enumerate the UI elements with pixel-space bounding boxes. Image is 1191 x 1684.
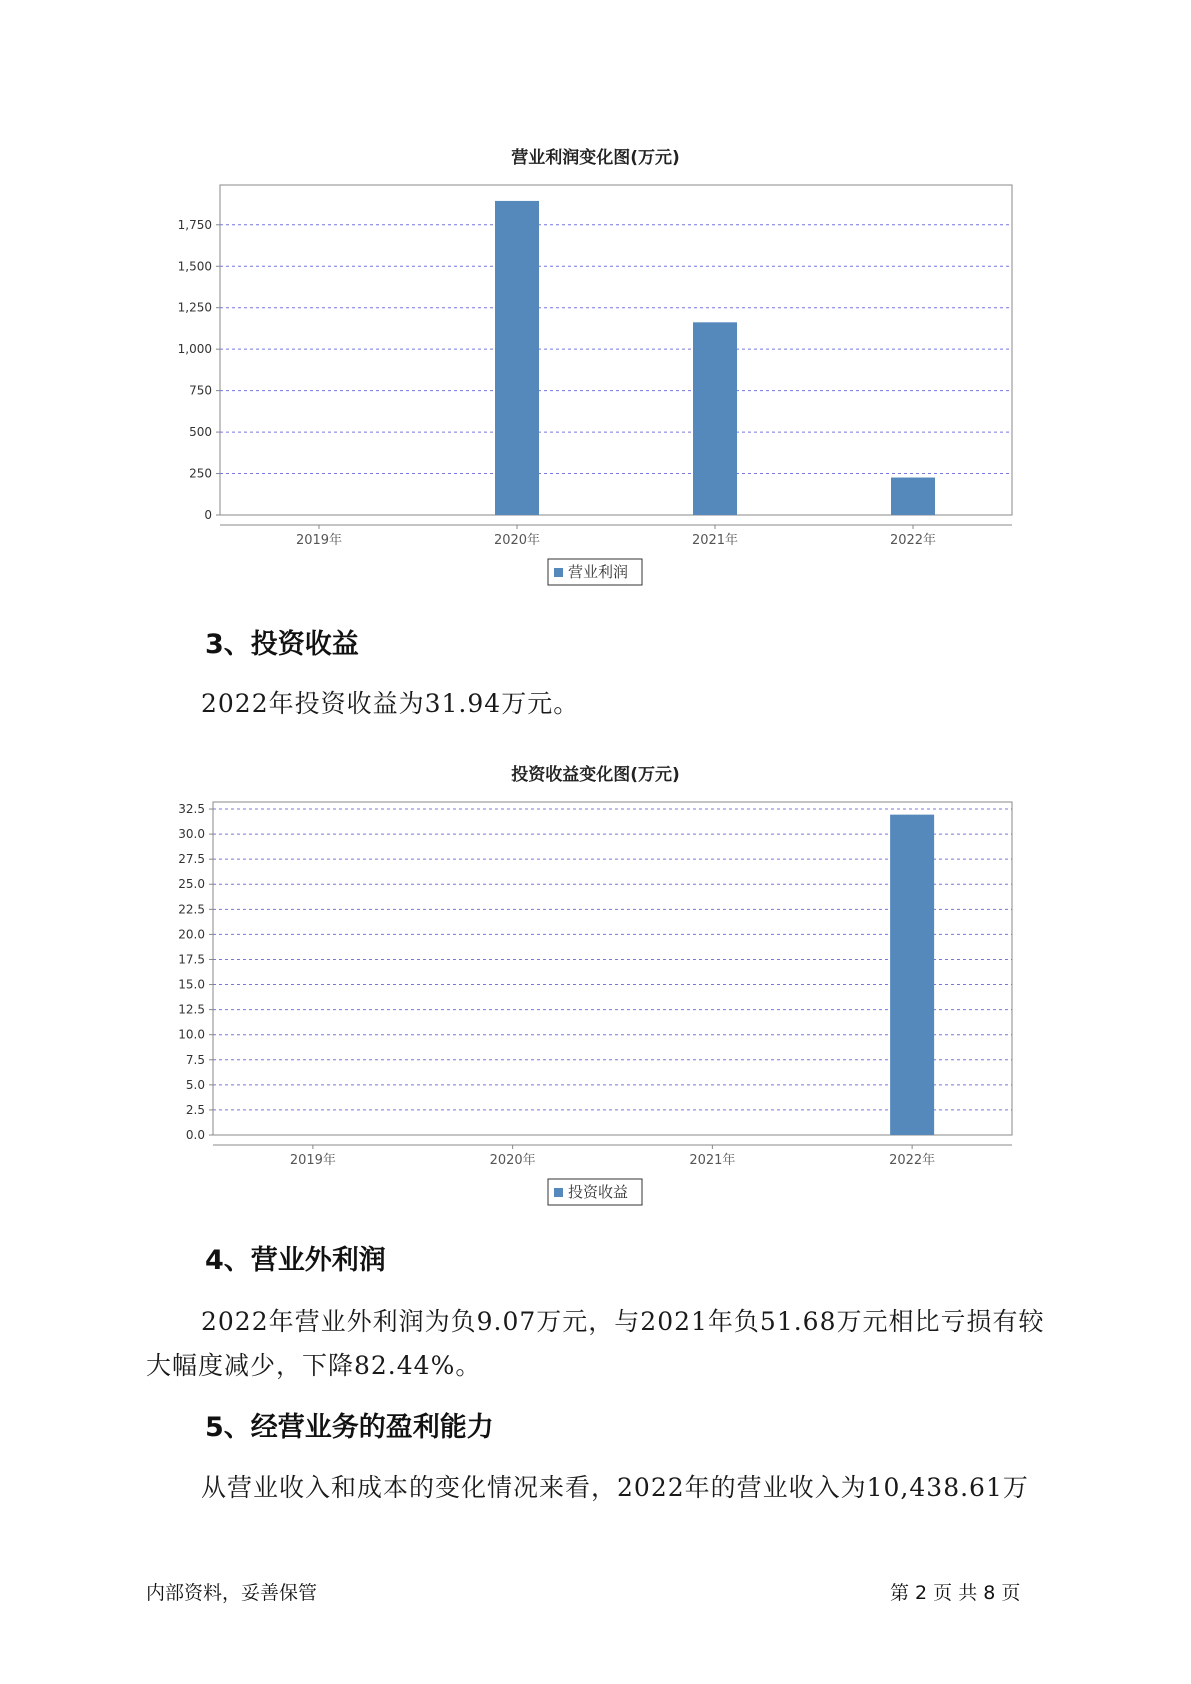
- section-heading-profitability: 5、经营业务的盈利能力: [205, 1412, 494, 1443]
- y-tick-label: 1,000: [177, 342, 212, 357]
- operating-profit-chart: [0, 170, 1191, 590]
- bar-2022年: [890, 815, 934, 1135]
- y-tick-label: 0.0: [185, 1128, 205, 1142]
- y-tick-label: 20.0: [178, 927, 205, 942]
- section-text-non-operating-line1: 2022年营业外利润为负9.07万元，与2021年负51.68万元相比亏损有较: [201, 1307, 1045, 1336]
- section-heading-non-operating-profit: 4、营业外利润: [205, 1245, 386, 1276]
- y-tick-label: 1,500: [177, 259, 212, 274]
- investment-income-chart: [0, 790, 1191, 1210]
- footer-page-number: 第 2 页 共 8 页: [890, 1582, 1021, 1604]
- x-tick-label: 2022年: [889, 1153, 936, 1168]
- y-tick-label: 15.0: [178, 977, 205, 992]
- x-tick-label: 2020年: [489, 1153, 536, 1168]
- y-tick-label: 12.5: [178, 1002, 205, 1017]
- bar-2020年: [495, 201, 539, 515]
- bar-2022年: [891, 478, 935, 515]
- x-tick-label: 2021年: [689, 1153, 736, 1168]
- y-tick-label: 7.5: [185, 1052, 205, 1067]
- y-tick-label: 5.0: [185, 1077, 205, 1092]
- chart1-title: 营业利润变化图(万元): [511, 148, 680, 168]
- y-tick-label: 32.5: [178, 802, 205, 817]
- x-tick-label: 2021年: [691, 533, 739, 548]
- y-tick-label: 30.0: [178, 827, 205, 842]
- y-tick-label: 500: [189, 425, 212, 440]
- y-tick-label: 1,250: [177, 300, 212, 315]
- y-tick-label: 10.0: [178, 1027, 205, 1042]
- x-tick-label: 2019年: [295, 533, 343, 548]
- y-tick-label: 1,750: [177, 217, 212, 232]
- section-text-non-operating-line2: 大幅度减少，下降82.44%。: [146, 1351, 482, 1380]
- section-text-profitability: 从营业收入和成本的变化情况来看，2022年的营业收入为10,438.61万: [201, 1473, 1029, 1502]
- y-tick-label: 2.5: [185, 1102, 205, 1117]
- legend-swatch: [554, 1188, 563, 1197]
- x-tick-label: 2022年: [889, 533, 937, 548]
- x-tick-label: 2019年: [289, 1153, 336, 1168]
- legend: [548, 1179, 642, 1205]
- y-tick-label: 22.5: [178, 902, 205, 917]
- footer-confidential: 内部资料，妥善保管: [146, 1582, 318, 1604]
- section-heading-investment-income: 3、投资收益: [205, 629, 359, 660]
- section-text-investment-income: 2022年投资收益为31.94万元。: [201, 689, 580, 718]
- y-tick-label: 0: [204, 508, 212, 522]
- y-tick-label: 750: [189, 383, 212, 398]
- legend-swatch: [554, 568, 563, 577]
- legend-label: 投资收益: [568, 1183, 629, 1201]
- bar-2021年: [693, 322, 737, 515]
- y-tick-label: 25.0: [178, 877, 205, 892]
- y-tick-label: 17.5: [178, 952, 205, 967]
- chart2-title: 投资收益变化图(万元): [511, 765, 680, 785]
- y-tick-label: 27.5: [178, 852, 205, 867]
- plot-area: [220, 185, 1012, 515]
- x-tick-label: 2020年: [493, 533, 541, 548]
- legend-label: 营业利润: [568, 563, 629, 581]
- legend: [548, 559, 642, 585]
- y-tick-label: 250: [189, 466, 212, 481]
